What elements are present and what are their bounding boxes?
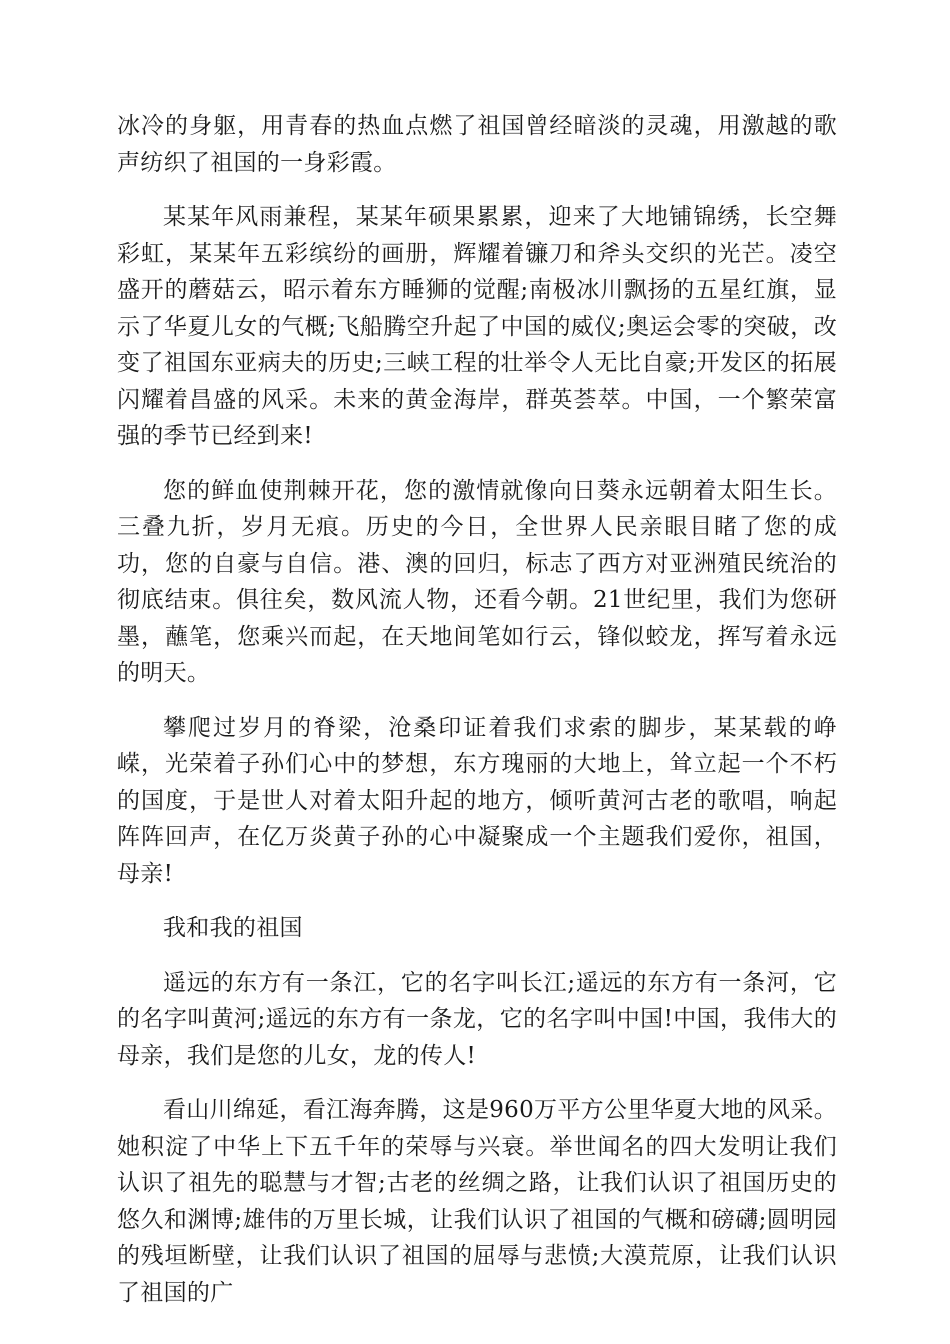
paragraph-3: 您的鲜血使荆棘开花，您的激情就像向日葵永远朝着太阳生长。三叠九折，岁月无痕。历史的今日，全世界人民亲眼目睹了您的成功，您的自豪与自信。港、澳的回归，标志了西方对亚洲殖民统治的彻底结束。俱往矣，数风流人物，还看今朝。21世纪里，我们为您研墨，蘸笔，您乘兴而起，在天地间笔如行云，锋似蛟龙，挥写着永远的明天。: [117, 477, 837, 686]
paragraph-4: 攀爬过岁月的脊梁，沧桑印证着我们求索的脚步，某某载的峥嵘，光荣着子孙们心中的梦想，东方瑰丽的大地上，耸立起一个不朽的国度，于是世人对着太阳升起的地方，倾听黄河古老的歌唱，响起阵阵回声，在亿万炎黄子孙的心中凝聚成一个主题我们爱你，祖国，母亲!: [117, 714, 837, 887]
section-heading: 我和我的祖国: [163, 915, 303, 941]
paragraph-2: 某某年风雨兼程，某某年硕果累累，迎来了大地铺锦绣，长空舞彩虹，某某年五彩缤纷的画册，辉耀着镰刀和斧头交织的光芒。凌空盛开的蘑菇云，昭示着东方睡狮的觉醒;南极冰川飘扬的五星红旗，显示了华夏儿女的气概;飞船腾空升起了中国的威仪;奥运会零的突破，改变了祖国东亚病夫的历史;三峡工程的壮举令人无比自豪;开发区的拓展闪耀着昌盛的风采。未来的黄金海岸，群英荟萃。中国，一个繁荣富强的季节已经到来!: [117, 204, 837, 449]
document-body: [117, 108, 837, 1329]
paragraph-1: 冰冷的身躯，用青春的热血点燃了祖国曾经暗淡的灵魂，用激越的歌声纺织了祖国的一身彩霞。: [117, 113, 837, 176]
paragraph-6: 看山川绵延，看江海奔腾，这是960万平方公里华夏大地的风采。她积淀了中华上下五千年的荣辱与兴衰。举世闻名的四大发明让我们认识了祖先的聪慧与才智;古老的丝绸之路，让我们认识了祖国历史的悠久和渊博;雄伟的万里长城，让我们认识了祖国的气概和磅礴;圆明园的残垣断壁，让我们认识了祖国的屈辱与悲愤;大漠荒原，让我们认识了祖国的广: [117, 1097, 837, 1306]
paragraph-5: 遥远的东方有一条江，它的名字叫长江;遥远的东方有一条河，它的名字叫黄河;遥远的东方有一条龙，它的名字叫中国!中国，我伟大的母亲，我们是您的儿女，龙的传人!: [117, 969, 837, 1069]
